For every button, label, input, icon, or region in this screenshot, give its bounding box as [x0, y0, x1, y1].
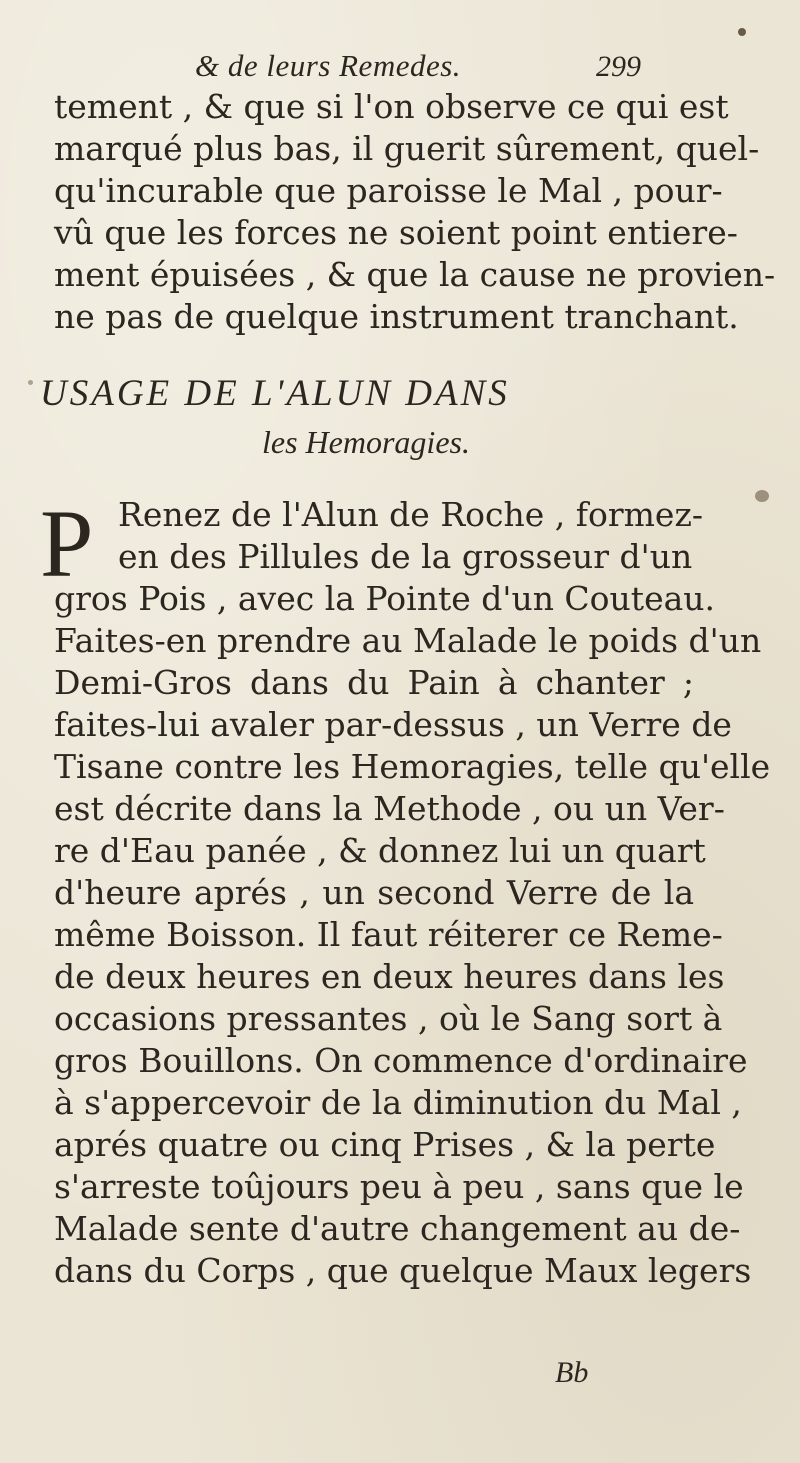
text-line: gros Pois , avec la Pointe d'un Couteau.: [54, 579, 716, 618]
text-line: vû que les forces ne soient point entiere-: [54, 213, 738, 252]
text-line: d'heure aprés , un second Verre de la: [54, 873, 694, 912]
text-line: à s'appercevoir de la diminution du Mal ,: [54, 1083, 742, 1122]
paper-speck: [28, 380, 33, 385]
text-line: faites-lui avaler par-dessus , un Verre de: [54, 705, 732, 744]
text-line: en des Pillules de la grosseur d'un: [118, 537, 693, 576]
text-line: dans du Corps , que quelque Maux legers: [54, 1251, 752, 1290]
text-line: Faites-en prendre au Malade le poids d'un: [54, 621, 762, 660]
text-line: tement , & que si l'on observe ce qui est: [54, 87, 729, 126]
running-title: & de leurs Remedes.: [195, 48, 462, 83]
text-line: Tisane contre les Hemoragies, telle qu'elle: [54, 747, 771, 786]
text-line: s'arreste toûjours peu à peu , sans que le: [54, 1167, 744, 1206]
section-heading: USAGE DE L'ALUN DANS: [40, 373, 510, 414]
text-line: aprés quatre ou cinq Prises , & la perte: [54, 1125, 716, 1164]
text-line: Demi-Gros dans du Pain à chanter ;: [54, 663, 694, 702]
paper-speck: [738, 28, 746, 36]
paper-speck: [755, 490, 769, 502]
text-line: même Boisson. Il faut réiterer ce Reme-: [54, 915, 723, 954]
signature-mark: Bb: [555, 1356, 589, 1389]
text-line: est décrite dans la Methode , ou un Ver-: [54, 789, 725, 828]
text-line: occasions pressantes , où le Sang sort à: [54, 999, 723, 1038]
text-line: de deux heures en deux heures dans les: [54, 957, 725, 996]
section-subheading: les Hemoragies.: [262, 424, 470, 460]
text-line: ne pas de quelque instrument tranchant.: [54, 297, 739, 336]
text-line: marqué plus bas, il guerit sûrement, quel-: [54, 129, 760, 168]
drop-cap: P: [40, 490, 94, 597]
page-number: 299: [596, 50, 641, 83]
body-paragraph: [54, 578, 771, 1292]
intro-paragraph: [54, 86, 776, 338]
text-line: Malade sente d'autre changement au de-: [54, 1209, 741, 1248]
text-line: gros Bouillons. On commence d'ordinaire: [54, 1041, 748, 1080]
text-line: Renez de l'Alun de Roche , formez-: [118, 495, 703, 534]
text-line: re d'Eau panée , & donnez lui un quart: [54, 831, 706, 870]
text-line: ment épuisées , & que la cause ne provien-: [54, 255, 776, 294]
text-line: qu'incurable que paroisse le Mal , pour-: [54, 171, 723, 210]
body-paragraph-start: [118, 494, 703, 578]
